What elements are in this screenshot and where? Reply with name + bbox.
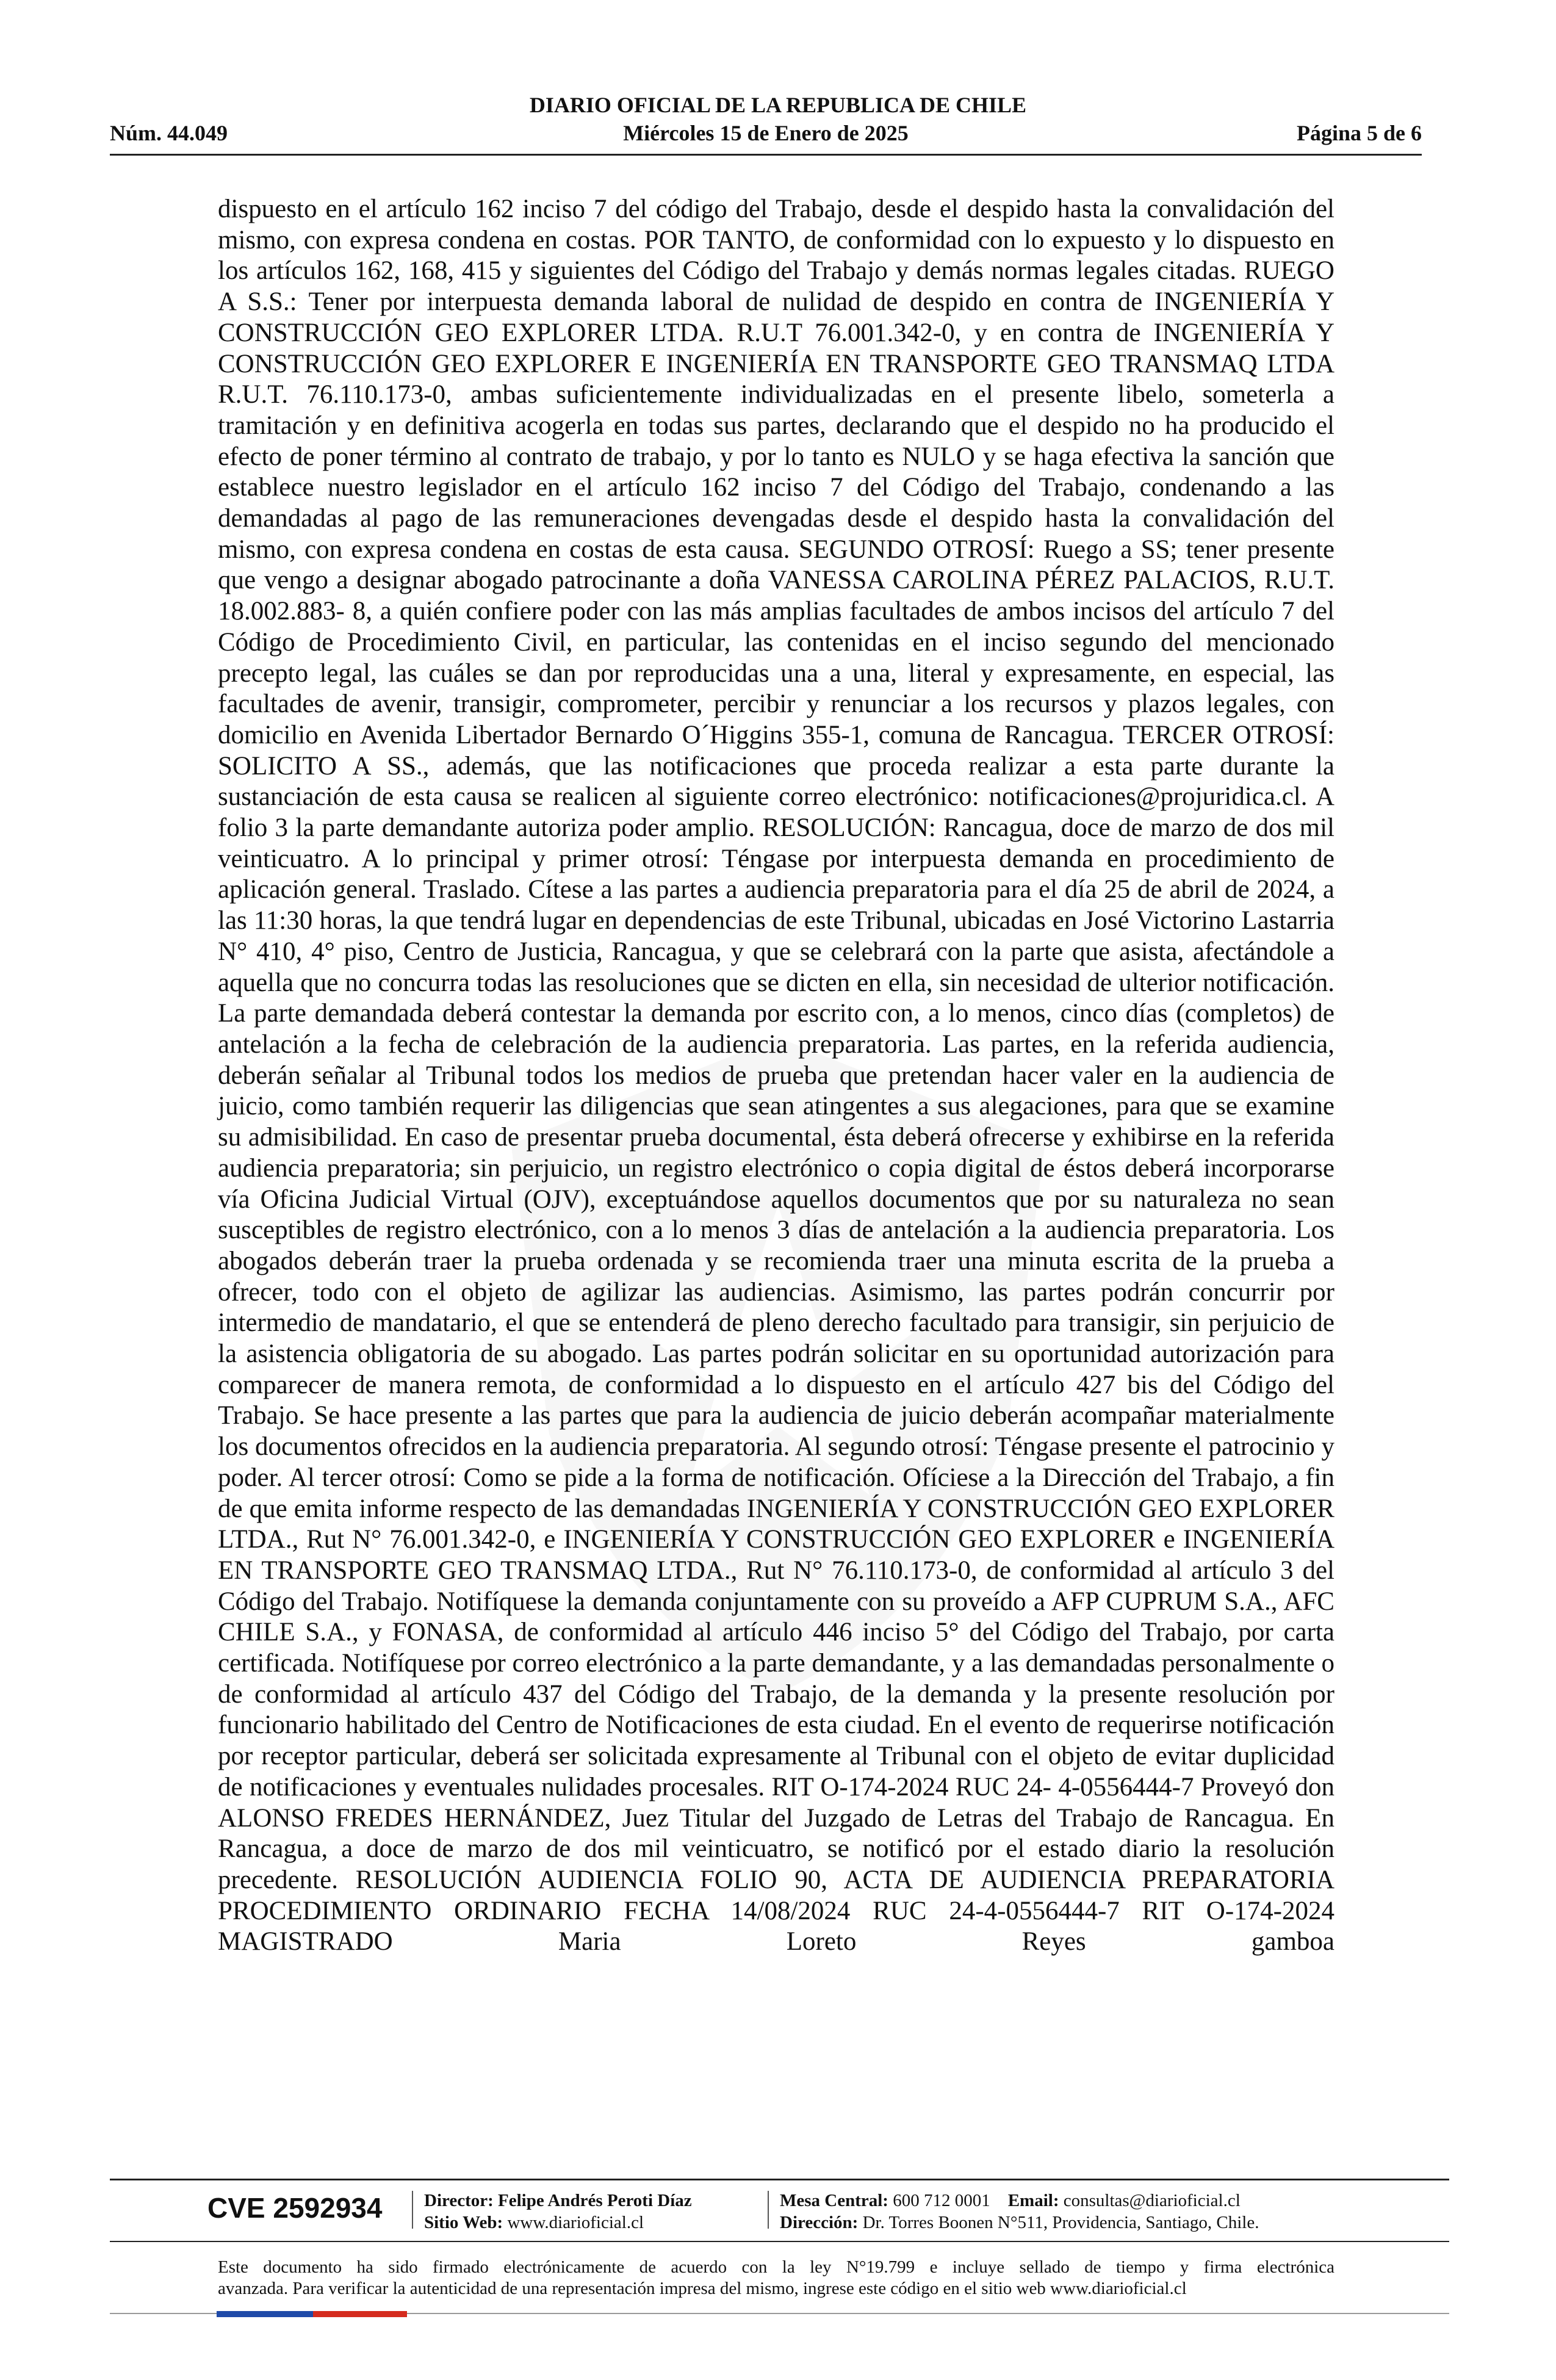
- footer-separator: [412, 2191, 413, 2229]
- director-label: Director:: [424, 2191, 494, 2210]
- newspaper-title: DIARIO OFICIAL DE LA REPUBLICA DE CHILE: [529, 93, 1027, 117]
- footer-contact-block: [780, 2190, 1259, 2234]
- email-label: Email:: [1007, 2191, 1059, 2210]
- phone-label: Mesa Central:: [780, 2191, 888, 2210]
- legal-notice-line-2: avanzada. Para verificar la autenticidad de una representación impresa del mismo, ingrese este código en el sitio web www.diarioficial.cl: [218, 2279, 1187, 2298]
- footer-divider-top: [110, 2179, 1449, 2180]
- footer-divider-mid: [110, 2241, 1449, 2242]
- issue-number: Núm. 44.049: [110, 121, 228, 145]
- page-number: Página 5 de 6: [1296, 121, 1422, 145]
- phone-number: 600 712 0001: [893, 2191, 990, 2210]
- address-label: Dirección:: [780, 2213, 859, 2232]
- header-row: [110, 120, 1422, 146]
- flag-red-segment: [313, 2311, 407, 2317]
- legal-notice: [218, 2257, 1334, 2299]
- website-link[interactable]: www.diarioficial.cl: [507, 2213, 644, 2232]
- legal-notice-line-1: Este documento ha sido firmado electrónicamente de acuerdo con la ley N°19.799 e incluye sellado de tiempo y firma electrónica: [218, 2257, 1334, 2277]
- website-label: Sitio Web:: [424, 2213, 503, 2232]
- issue-date: Miércoles 15 de Enero de 2025: [623, 121, 909, 145]
- email-link[interactable]: consultas@diarioficial.cl: [1063, 2191, 1241, 2210]
- flag-blue-segment: [217, 2311, 313, 2317]
- address-text: Dr. Torres Boonen N°511, Providencia, Santiago, Chile.: [862, 2213, 1259, 2232]
- cve-code: CVE 2592934: [207, 2192, 383, 2224]
- footer-separator: [768, 2191, 769, 2229]
- article-body: dispuesto en el artículo 162 inciso 7 del código del Trabajo, desde el despido hasta la convalidación del mismo, con expresa condena en costas. POR TANTO, de conformidad con lo expuesto y lo dispuesto en los artículos 162, 168, 415 y siguientes del Código del Trabajo y demás normas legales citadas. RUEGO A S.S.: Tener por interpuesta demanda laboral de nulidad de despido en contra de INGENIERÍA Y CONSTRUCCIÓN GEO EXPLORER LTDA. R.U.T 76.001.342-0, y en contra de INGENIERÍA Y CONSTRUCCIÓN GEO EXPLORER E INGENIERÍA EN TRANSPORTE GEO TRANSMAQ LTDA R.U.T. 76.110.173-0, ambas suficientemente individualizadas en el presente libelo, someterla a tramitación y en definitiva acogerla en todas sus partes, declarando que el despido no ha producido el efecto de poner término al contrato de trabajo, y por lo tanto es NULO y se haga efectiva la sanción que establece nuestro legislador en el artículo 162 inciso 7 del Código del Trabajo, condenando a las demandadas al pago de las remuneraciones devengadas desde el despido hasta la convalidación del mismo, con expresa condena en costas de esta causa. SEGUNDO OTROSÍ: Ruego a SS; tener presente que vengo a designar abogado patrocinante a doña VANESSA CAROLINA PÉREZ PALACIOS, R.U.T. 18.002.883- 8, a quién confiere poder con las más amplias facultades de ambos incisos del artículo 7 del Código de Procedimiento Civil, en particular, las contenidas en el inciso segundo del mencionado precepto legal, las cuáles se dan por reproducidas una a una, literal y expresamente, en especial, las facultades de avenir, transigir, comprometer, percibir y renunciar a los recursos y plazos legales, con domicilio en Avenida Libertador Bernardo O´Higgins 355-1, comuna de Rancagua. TERCER OTROSÍ: SOLICITO A SS., además, que las notificaciones que proceda realizar a esta parte durante la sustanciación de esta causa se realicen al siguiente correo electrónico: notificaciones@projuridica.cl. A folio 3 la parte demandante autoriza poder amplio. RESOLUCIÓN: Rancagua, doce de marzo de dos mil veinticuatro. A lo principal y primer otrosí: Téngase por interpuesta demanda en procedimiento de aplicación general. Traslado. Cítese a las partes a audiencia preparatoria para el día 25 de abril de 2024, a las 11:30 horas, la que tendrá lugar en dependencias de este Tribunal, ubicadas en José Victorino Lastarria N° 410, 4° piso, Centro de Justicia, Rancagua, y que se celebrará con la parte que asista, afectándole a aquella que no concurra todas las resoluciones que se dicten en ella, sin necesidad de ulterior notificación. La parte demandada deberá contestar la demanda por escrito con, a lo menos, cinco días (completos) de antelación a la fecha de celebración de la audiencia preparatoria. Las partes, en la referida audiencia, deberán señalar al Tribunal todos los medios de prueba que pretendan hacer valer en la audiencia de juicio, como también requerir las diligencias que sean atingentes a sus alegaciones, para que se examine su admisibilidad. En caso de presentar prueba documental, ésta deberá ofrecerse y exhibirse en la referida audiencia preparatoria; sin perjuicio, un registro electrónico o copia digital de éstos deberá incorporarse vía Oficina Judicial Virtual (OJV), exceptuándose aquellos documentos que por su naturaleza no sean susceptibles de registro electrónico, con a lo menos 3 días de antelación a la audiencia preparatoria. Los abogados deberán traer la prueba ordenada y se recomienda traer una minuta escrita de la prueba a ofrecer, todo con el objeto de agilizar las audiencias. Asimismo, las partes podrán concurrir por intermedio de mandatario, el que se entenderá de pleno derecho facultado para transigir, sin perjuicio de la asistencia obligatoria de su abogado. Las partes podrán solicitar en su oportunidad autorización para comparecer de manera remota, de conformidad a lo dispuesto en el artículo 427 bis del Código del Trabajo. Se hace presente a las partes que para la audiencia de juicio deberán acompañar materialmente los documentos ofrecidos en la audiencia preparatoria. Al segundo otrosí: Téngase presente el patrocinio y poder. Al tercer otrosí: Como se pide a la forma de notificación. Ofíciese a la Dirección del Trabajo, a fin de que emita informe respecto de las demandadas INGENIERÍA Y CONSTRUCCIÓN GEO EXPLORER LTDA., Rut N° 76.001.342-0, e INGENIERÍA Y CONSTRUCCIÓN GEO EXPLORER e INGENIERÍA EN TRANSPORTE GEO TRANSMAQ LTDA., Rut N° 76.110.173-0, de conformidad al artículo 3 del Código del Trabajo. Notifíquese la demanda conjuntamente con su proveído a AFP CUPRUM S.A., AFC CHILE S.A., y FONASA, de conformidad al artículo 446 inciso 5° del Código del Trabajo, por carta certificada. Notifíquese por correo electrónico a la parte demandante, y a las demandadas personalmente o de conformidad al artículo 437 del Código del Trabajo, de la demanda y la presente resolución por funcionario habilitado del Centro de Notificaciones de esta ciudad. En el evento de requerirse notificación por receptor particular, deberá ser solicitada expresamente al Tribunal con el objeto de evitar duplicidad de notificaciones y eventuales nulidades procesales. RIT O-174-2024 RUC 24- 4-0556444-7 Proveyó don ALONSO FREDES HERNÁNDEZ, Juez Titular del Juzgado de Letras del Trabajo de Rancagua. En Rancagua, a doce de marzo de dos mil veinticuatro, se notificó por el estado diario la resolución precedente. RESOLUCIÓN AUDIENCIA FOLIO 90, ACTA DE AUDIENCIA PREPARATORIA PROCEDIMIENTO ORDINARIO FECHA 14/08/2024 RUC 24-4-0556444-7 RIT O-174-2024 MAGISTRADO Maria Loreto Reyes gamboa: [218, 195, 1334, 1956]
- header-divider: [110, 154, 1422, 156]
- director-name: Felipe Andrés Peroti Díaz: [498, 2191, 692, 2210]
- flag-color-bar: [217, 2311, 407, 2317]
- footer-director-block: [424, 2190, 692, 2234]
